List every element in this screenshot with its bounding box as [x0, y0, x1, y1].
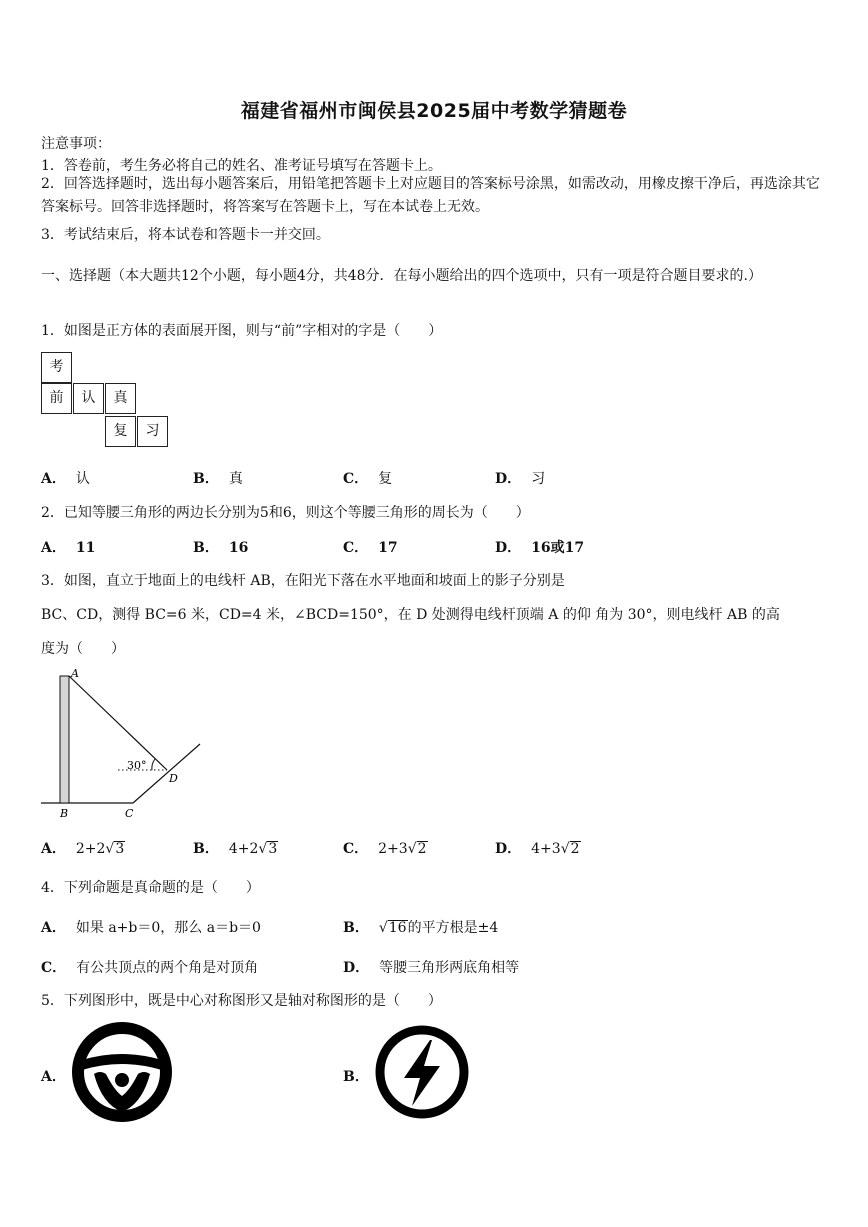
net-cell: 习: [137, 416, 168, 447]
q1-option-c[interactable]: C． 复: [343, 471, 393, 487]
page-title: 福建省福州市闽侯县2025届中考数学猜题卷: [240, 100, 628, 122]
q3-option-c[interactable]: C． 2+3√2: [343, 841, 427, 857]
question-3-stem-line1: 3．如图，直立于地面上的电线杆 AB，在阳光下落在水平地面和坡面上的影子分别是: [41, 573, 565, 589]
cube-net-figure: [41, 350, 173, 450]
q4-option-a[interactable]: A． 如果 a+b＝0，那么 a＝b＝0: [41, 920, 261, 936]
angle-label: 30°: [127, 759, 147, 772]
q1-option-d[interactable]: D． 习: [495, 471, 546, 487]
question-2-stem: 2．已知等腰三角形的两边长分别为5和6，则这个等腰三角形的周长为（ ）: [41, 505, 530, 521]
angle-arc: [152, 759, 155, 770]
net-cell: 考: [41, 352, 72, 383]
q2-option-d[interactable]: D． 16或17: [495, 540, 585, 556]
notice-item: 2．回答选择题时，选出每小题答案后，用铅笔把答题卡上对应题目的答案标号涂黑，如需改动，用橡皮擦干净后，再选涂其它答案标号。回答非选择题时，将答案写在答题卡上，写在本试卷上无效。: [41, 176, 820, 215]
q3-option-b[interactable]: B． 4+2√3: [193, 841, 278, 857]
net-cell: 前: [41, 383, 72, 414]
q5-option-b[interactable]: B．: [343, 1069, 369, 1085]
q4-option-b[interactable]: B． √16的平方根是±4: [343, 920, 499, 936]
q4-option-d[interactable]: D． 等腰三角形两底角相等: [343, 960, 520, 976]
slope-line: [133, 744, 200, 803]
question-4-stem: 4．下列命题是真命题的是（ ）: [41, 880, 260, 896]
notice-heading: 注意事项：: [41, 136, 111, 152]
question-1-stem: 1．如图是正方体的表面展开图，则与“前”字相对的字是（ ）: [41, 323, 443, 339]
pole-shadow-figure: [0, 660, 230, 825]
label-b: B: [60, 807, 69, 820]
question-5-stem: 5．下列图形中，既是中心对称图形又是轴对称图形的是（ ）: [41, 993, 442, 1009]
net-cell: 复: [105, 416, 136, 447]
notice-item: 3．考试结束后，将本试卷和答题卡一并交回。: [41, 227, 330, 243]
q3-option-a[interactable]: A． 2+2√3: [41, 841, 125, 857]
pole: [60, 676, 69, 803]
q3-option-d[interactable]: D． 4+3√2: [495, 841, 580, 857]
net-cell: 真: [105, 383, 136, 414]
steering-wheel-logo-icon: [70, 1020, 174, 1124]
q2-option-a[interactable]: A． 11: [41, 540, 96, 556]
question-3-stem-line2: BC、CD，测得 BC=6 米，CD=4 米，∠BCD=150°，在 D 处测得电线杆顶端 A 的仰 角为 30°，则电线杆 AB 的高: [41, 607, 780, 623]
q1-option-b[interactable]: B． 真: [193, 471, 243, 487]
net-cell: 认: [73, 383, 104, 414]
label-a: A: [71, 667, 79, 680]
q2-option-b[interactable]: B． 16: [193, 540, 249, 556]
q4-option-c[interactable]: C． 有公共顶点的两个角是对顶角: [41, 960, 259, 976]
label-d: D: [169, 772, 178, 785]
sight-line: [69, 676, 167, 770]
notice-item: 1．答卷前，考生务必将自己的姓名、准考证号填写在答题卡上。: [41, 158, 442, 174]
q2-option-c[interactable]: C． 17: [343, 540, 398, 556]
label-c: C: [125, 807, 134, 820]
q5-option-a[interactable]: A．: [41, 1069, 66, 1085]
q1-option-a[interactable]: A． 认: [41, 471, 90, 487]
section-heading: 一、选择题（本大题共12个小题，每小题4分，共48分．在每小题给出的四个选项中，只有一项是符合题目要求的.）: [41, 268, 762, 284]
lightning-circle-icon: [370, 1020, 474, 1124]
question-3-stem-line3: 度为（ ）: [41, 641, 125, 657]
